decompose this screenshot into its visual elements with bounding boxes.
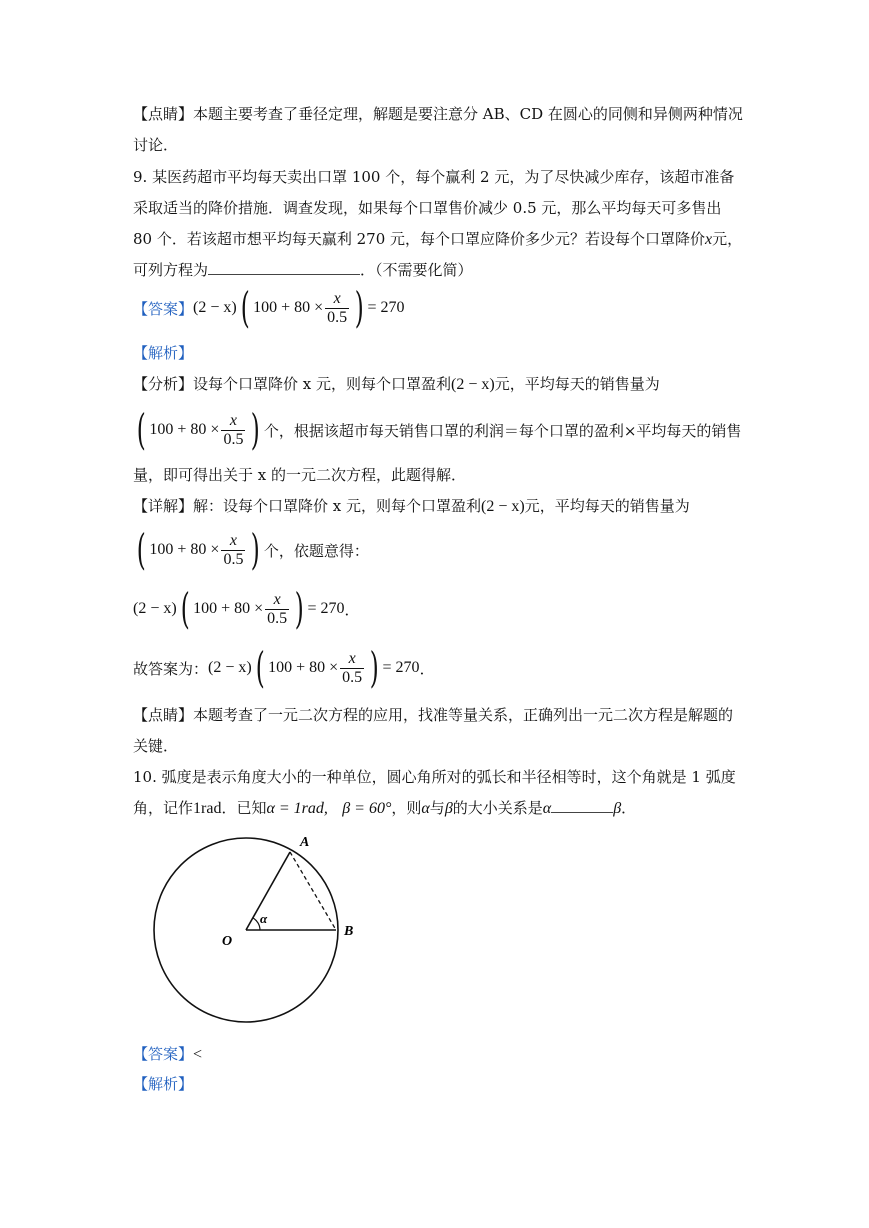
fenxi-line1: 【分析】设每个口罩降价 x 元，则每个口罩盈利(2 − x)元，平均每天的销售量为 [133,375,660,393]
fenxi-line3: 量，即可得出关于 x 的一元二次方程，此题得解． [133,466,466,484]
xiangjie-line1: 【详解】解：设每个口罩降价 x 元，则每个口罩盈利(2 − x)元，平均每天的销售量为 [133,497,690,515]
q9-line1: 9. 某医药超市平均每天卖出口罩 100 个，每个赢利 2 元，为了尽快减少库存，该超市准备 [133,168,735,186]
label-o: O [222,934,233,949]
answer-tag: 【答案】 [133,299,194,318]
gu-answer: 故答案为： (2 − x) ( 100 + 80 × $\frac{x}{0.5}$ ) = 270 ． [133,643,435,692]
angle-arc [253,918,260,930]
circle-figure [150,828,370,1028]
jiexi-tag-9: 【解析】 [133,344,194,362]
q10-line2: 角，记作1rad．已知α = 1rad, β = 60°，则α与β的大小关系是α β． [133,799,637,817]
dianjing-2-line2: 关键． [133,737,179,755]
label-alpha: α [260,911,268,926]
xiangjie-line2: ( 100 + 80 × $\frac{x}{0.5}$ ) 个，依题意得： [136,525,369,574]
fraction: $\frac{x}{0.5}$ [327,289,348,326]
answer-10: 【答案】< [133,1045,203,1063]
q9-line3: 80 个．若该超市想平均每天赢利 270 元，每个口罩应降价多少元？若设每个口罩降价x元， [133,230,743,248]
label-b: B [344,924,354,939]
jiexi-tag-10: 【解析】 [133,1075,194,1093]
answer-9: 【答案】 (2 − x) ( 100 + 80 × $\frac{x}{0.5}$ ) = 270 [133,283,405,332]
dianjing-1-line2: 讨论． [133,136,179,154]
q9-line2: 采取适当的降价措施．调查发现，如果每个口罩售价减少 0.5 元，那么平均每天可多售出 [133,199,722,217]
fenxi-line2: ( 100 + 80 × $\frac{x}{0.5}$ ) 个，根据该超市每天销售口罩的利润＝每个口罩的盈利×平均每天的销售 [136,405,742,454]
radius-oa [246,852,290,930]
q10-line1: 10. 弧度是表示角度大小的一种单位，圆心角所对的弧长和半径相等时，这个角就是 1 弧度 [133,768,736,786]
xiangjie-equation: (2 − x) ( 100 + 80 × $\frac{x}{0.5}$ ) = 270 ． [133,584,360,633]
dianjing-2-line1: 【点睛】本题考查了一元二次方程的应用，找准等量关系，正确列出一元二次方程是解题的 [133,706,734,724]
label-a: A [300,835,310,850]
answer-blank [208,260,360,275]
dianjing-1-line1: 【点睛】本题主要考查了垂径定理，解题是要注意分 AB、CD 在圆心的同侧和异侧两种情况 [133,105,743,123]
q9-line4: 可列方程为 ．（不需要化简） [133,261,473,279]
